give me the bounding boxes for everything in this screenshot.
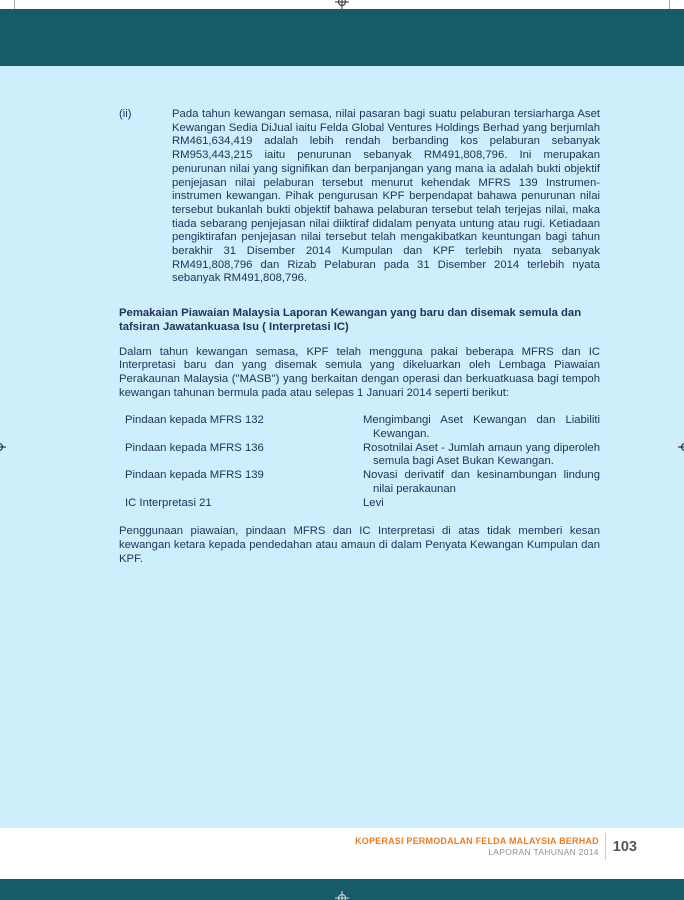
registration-mark-icon [335,891,349,900]
footer-company-name: KOPERASI PERMODALAN FELDA MALAYSIA BERHAD [355,835,599,846]
list-item [125,497,600,511]
standard-description: Mengimbangi Aset Kewangan dan Liabiliti Kewangan. [363,414,600,441]
footer-report-title: LAPORAN TAHUNAN 2014 [488,846,599,857]
registration-mark-icon [678,440,684,454]
standard-name: Pindaan kepada MFRS 132 [125,414,264,427]
standard-description: Rosotnilai Aset - Jumlah amaun yang diperoleh semula bagi Aset Bukan Kewangan. [363,441,600,468]
paragraph-impairment: Pada tahun kewangan semasa, nilai pasaran bagi suatu pelaburan tersiarharga Aset Kewangan Sedia DiJual iaitu Felda Global Ventures Holdings Berhad yang berjumlah RM461,634,419 adalah lebih rendah berbanding kos pelaburan sebanyak RM953,443,215 iaitu penurunan sebanyak RM491,808,796. Ini merupakan penurunan nilai yang signifikan dan berpanjangan yang mana ia adalah bukti objektif penjejasan nilai pelaburan tersebut menurut kehendak MFRS 139 Instrumen-instrumen kewangan. Pihak pengurusan KPF berpendapat bahawa penurunan nilai tersebut bukanlah bukti objektif bahawa pelaburan tersebut telah terjejas nilai, maka tiada sebarang penjejasan nilai diiktiraf didalam penyata untung atau rugi. Ketiadaan pengiktirafan penjejasan nilai tersebut telah mengakibatkan keuntungan bagi tahun berakhir 31 Disember 2014 Kumpulan dan KPF terlebih nyata sebanyak RM491,808,796 dan Rizab Pelaburan pada 31 Disember 2014 terlebih nyata sebanyak RM491,808,796. [172,108,600,285]
page-footer [355,833,637,860]
paragraph-closing: Penggunaan piawaian, pindaan MFRS dan IC Interpretasi di atas tidak memberi kesan kewangan ketara kepada pendedahan atau amaun di dalam Penyata Kewangan Kumpulan dan KPF. [119,525,600,565]
registration-mark-icon [0,440,6,454]
footer-divider [605,833,606,860]
standard-description: Levi [363,496,384,509]
page-body [119,108,600,566]
numbered-paragraph [119,108,600,286]
standard-description: Novasi derivatif dan kesinambungan lindung nilai perakaunan [363,469,600,495]
page-number: 103 [612,838,637,855]
crop-mark [14,0,15,9]
standard-name: Pindaan kepada MFRS 139 [125,469,264,482]
section-heading: Pemakaian Piawaian Malaysia Laporan Kewangan yang baru dan disemak semula dan tafsiran Jawatankuasa Isu ( Interpretasi IC) [119,307,582,333]
list-item [125,469,600,496]
registration-mark-icon [335,0,349,9]
list-item [125,414,600,441]
list-item-marker: (ii) [119,108,132,120]
top-bleed-band [0,9,684,66]
standards-list [125,414,600,510]
standard-name: IC Interpretasi 21 [125,496,212,509]
footer-titles [355,836,599,858]
list-item [125,442,600,469]
crop-mark [669,0,670,9]
paragraph-intro: Dalam tahun kewangan semasa, KPF telah mengguna pakai beberapa MFRS dan IC Interpretasi baru dan yang disemak semula yang dikeluarkan oleh Lembaga Piawaian Perakaunan Malaysia ("MASB") yang berkaitan dengan operasi dan berkuatkuasa bagi tempoh kewangan tahunan bermula pada atau selepas 1 Januari 2014 seperti berikut: [119,345,600,399]
standard-name: Pindaan kepada MFRS 136 [125,441,264,454]
